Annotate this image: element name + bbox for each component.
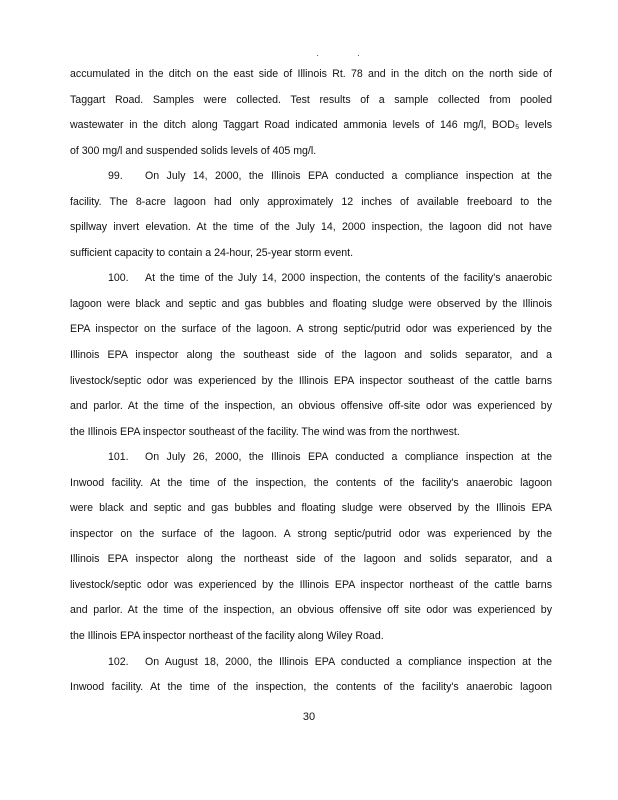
text-line — [70, 343, 552, 369]
line-text: At the time of the July 14, 2000 inspection, the contents of the facility's anaerobic — [145, 272, 552, 285]
text-line — [70, 547, 552, 573]
line-text: Illinois EPA inspector along the northeast side of the lagoon and solids separator, and a — [70, 553, 552, 566]
line-text: Inwood facility. At the time of the inspection, the contents of the facility's anaerobic lagoon — [70, 681, 552, 694]
text-line — [70, 573, 552, 599]
line-text: livestock/septic odor was experienced by the Illinois EPA inspector southeast of the cattle barns — [70, 374, 552, 387]
line-text: and parlor. At the time of the inspection, an obvious offensive off-site odor was experienced by — [70, 400, 552, 413]
line-text: lagoon were black and septic and gas bubbles and floating sludge were observed by the Illinois — [70, 297, 552, 310]
line-text: Inwood facility. At the time of the inspection, the contents of the facility's anaerobic lagoon — [70, 476, 552, 489]
paragraph-start-line — [70, 650, 552, 676]
text-line — [70, 675, 552, 701]
paragraph-number: 101. — [108, 451, 129, 464]
paragraph-start-line — [70, 445, 552, 471]
text-line — [70, 420, 552, 446]
line-text: Illinois EPA inspector along the southeast side of the lagoon and solids separator, and a — [70, 349, 552, 362]
scan-specks: ·· — [316, 50, 398, 60]
text-line — [70, 113, 552, 139]
text-line — [70, 292, 552, 318]
line-text: On August 18, 2000, the Illinois EPA conducted a compliance inspection at the — [145, 655, 552, 668]
paragraph-number: 99. — [108, 170, 123, 183]
paragraph-start-line — [70, 266, 552, 292]
line-text: facility. The 8-acre lagoon had only approximately 12 inches of available freeboard to the — [70, 195, 552, 208]
text-line — [70, 88, 552, 114]
text-line — [70, 471, 552, 497]
line-text: the Illinois EPA inspector southeast of the facility. The wind was from the northwest. — [70, 425, 460, 438]
line-text: On July 14, 2000, the Illinois EPA conducted a compliance inspection at the — [145, 170, 552, 183]
line-text: inspector on the surface of the lagoon. A strong septic/putrid odor was experienced by the — [70, 527, 552, 540]
line-text: EPA inspector on the surface of the lagoon. A strong septic/putrid odor was experienced by the — [70, 323, 552, 336]
text-line — [70, 496, 552, 522]
line-text: wastewater in the ditch along Taggart Road indicated ammonia levels of 146 mg/l, BOD₅ levels — [70, 119, 552, 132]
line-text: sufficient capacity to contain a 24-hour, 25-year storm event. — [70, 246, 354, 259]
page-number: 30 — [302, 711, 316, 723]
text-line — [70, 215, 552, 241]
text-line — [70, 139, 552, 165]
paragraph-number: 102. — [108, 655, 129, 668]
paragraph-number: 100. — [108, 272, 129, 285]
text-line — [70, 394, 552, 420]
text-line — [70, 62, 552, 88]
line-text: the Illinois EPA inspector northeast of the facility along Wiley Road. — [70, 630, 384, 643]
text-line — [70, 190, 552, 216]
document-body — [70, 62, 552, 701]
line-text: livestock/septic odor was experienced by the Illinois EPA inspector northeast of the cattle barns — [70, 578, 552, 591]
line-text: spillway invert elevation. At the time of the July 14, 2000 inspection, the lagoon did not have — [70, 221, 552, 234]
paragraph-start-line — [70, 164, 552, 190]
line-text: accumulated in the ditch on the east side of Illinois Rt. 78 and in the ditch on the north side of — [70, 68, 552, 80]
line-text: of 300 mg/l and suspended solids levels of 405 mg/l. — [70, 144, 317, 157]
text-line — [70, 598, 552, 624]
line-text: On July 26, 2000, the Illinois EPA conducted a compliance inspection at the — [145, 451, 552, 464]
text-line — [70, 624, 552, 650]
text-line — [70, 522, 552, 548]
text-line — [70, 241, 552, 267]
text-line — [70, 317, 552, 343]
line-text: were black and septic and gas bubbles and floating sludge were observed by the Illinois EPA — [70, 502, 552, 515]
line-text: and parlor. At the time of the inspection, an obvious offensive off site odor was experienced by — [70, 604, 552, 617]
text-line — [70, 369, 552, 395]
line-text: Taggart Road. Samples were collected. Test results of a sample collected from pooled — [70, 93, 552, 106]
